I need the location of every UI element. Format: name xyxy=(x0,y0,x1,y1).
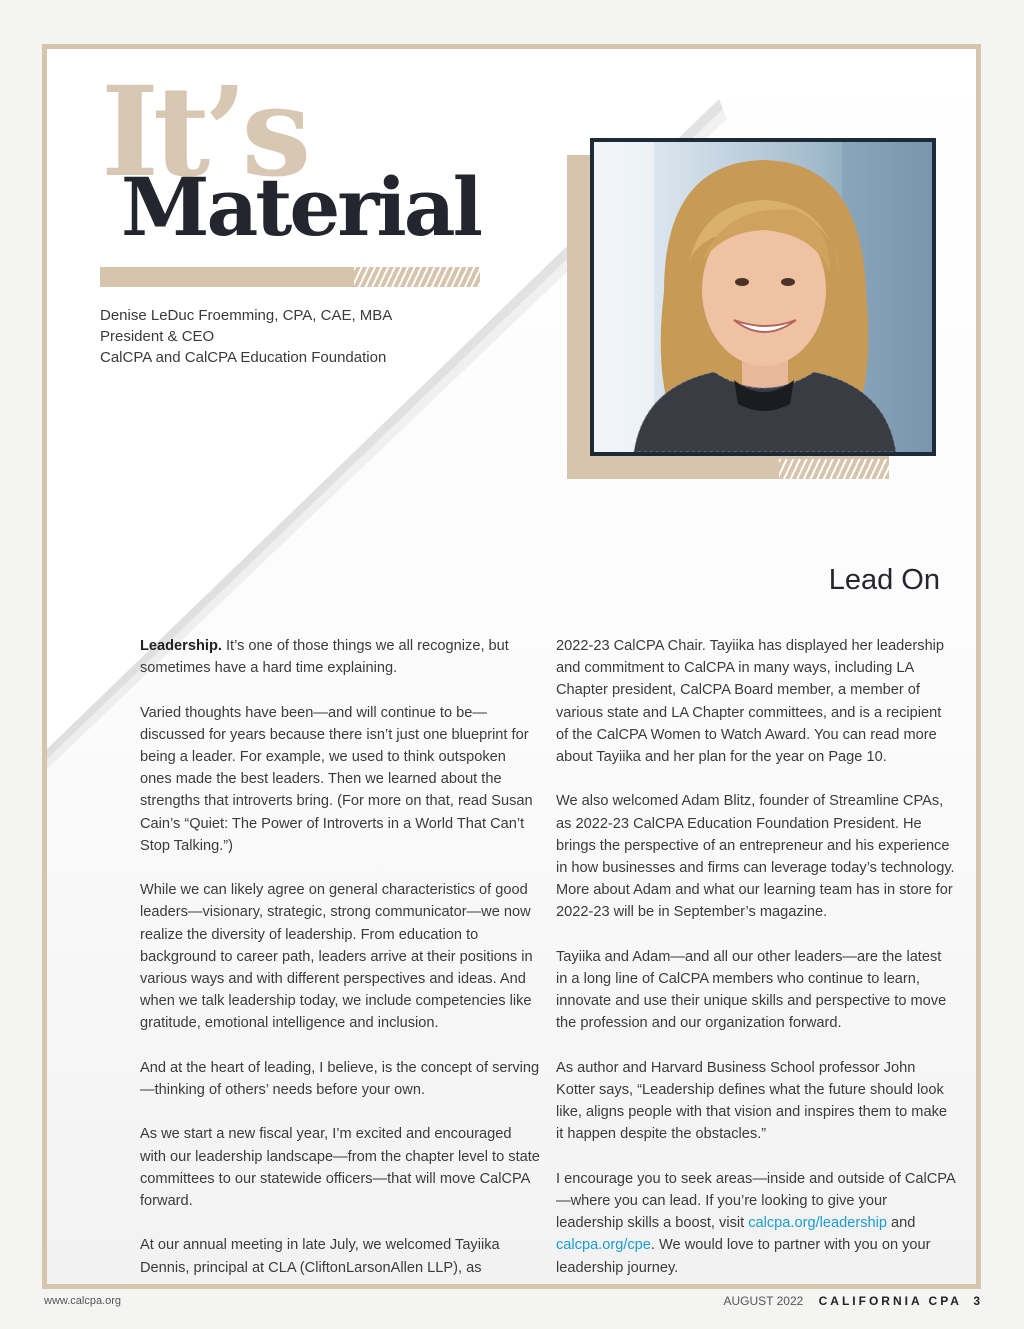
author-org: CalCPA and CalCPA Education Foundation xyxy=(100,349,387,366)
author-role: President & CEO xyxy=(100,328,215,345)
portrait-illustration xyxy=(594,142,932,452)
title-its: It’s xyxy=(101,60,306,205)
intro-bold-word: Leadership. xyxy=(140,638,222,654)
footer-magazine-name: CALIFORNIA CPA xyxy=(818,1294,962,1308)
author-block xyxy=(100,305,520,368)
article-paragraph xyxy=(140,635,540,679)
closing-text: . We would love to partner with you on your leadership journey. xyxy=(556,1237,931,1276)
article-paragraph: And at the heart of leading, I believe, is the concept of serving—thinking of others’ needs before your own. xyxy=(140,1059,540,1099)
leadership-link[interactable]: calcpa.org/leadership xyxy=(748,1215,887,1232)
intro-text: It’s one of those things we all recognize, but sometimes have a hard time explaining. xyxy=(140,638,509,677)
footer-issue-info xyxy=(723,1294,980,1308)
title-bar-stripes xyxy=(354,267,480,287)
title-material: Material xyxy=(121,160,481,254)
article-paragraph: 2022-23 CalCPA Chair. Tayiika has displayed her leadership and commitment to CalCPA in many ways, including LA Chapter president, CalCPA Board member, a member of various state and LA Chapter committees, and is a recipient of the CalCPA Women to Watch Award. You can read more about Tayiika and her plan for the year on Page 10. xyxy=(556,638,945,766)
footer-issue-date: AUGUST 2022 xyxy=(723,1294,804,1308)
page-frame xyxy=(42,44,981,1289)
article-paragraph: We also welcomed Adam Blitz, founder of Streamline CPAs, as 2022-23 CalCPA Education Foundation President. He brings the perspective of an entrepreneur and his experience in how businesses and firms can leverage today’s technology. More about Adam and what our learning team has in store for 2022-23 will be in September’s magazine. xyxy=(556,793,955,921)
author-name: Denise LeDuc Froemming, CPA, CAE, MBA xyxy=(100,307,393,324)
footer-website: www.calcpa.org xyxy=(44,1295,122,1307)
article-paragraph: While we can likely agree on general characteristics of good leaders—visionary, strategic, strong communicator—we now realize the diversity of leadership. From education to background to career path, leaders arrive at their positions in various ways and with different perspectives and ideas. And when we talk leadership today, we include competencies like gratitude, emotional intelligence and inclusion. xyxy=(140,882,533,1032)
article-column-right xyxy=(556,635,956,1279)
article-heading: Lead On xyxy=(828,564,940,596)
article-paragraph: As we start a new fiscal year, I’m excited and encouraged with our leadership landscape—from the chapter level to state committees to our statewide officers—that will move CalCPA forward. xyxy=(140,1126,540,1210)
closing-text: and xyxy=(886,1215,916,1232)
title-accent-bar xyxy=(100,267,480,287)
article-paragraph: As author and Harvard Business School professor John Kotter says, “Leadership defines what the future should look like, aligns people with that vision and inspires them to make it happen despite the obstacles.” xyxy=(556,1059,947,1143)
article-column-left xyxy=(140,635,540,1279)
closing-text: I encourage you to seek areas—inside and outside of CalCPA—where you can lead. If you’re looking to give your leadership skills a boost, visit xyxy=(556,1170,956,1232)
article-paragraph: Tayiika and Adam—and all our other leaders—are the latest in a long line of CalCPA members who continue to learn, innovate and use their unique skills and perspective to move the profession and our organization forward. xyxy=(556,948,947,1032)
article-paragraph: Varied thoughts have been—and will continue to be—discussed for years because there isn’t just one blueprint for being a leader. For example, we used to think outspoken ones made the best leaders. Then we learned about the strengths that introverts bring. (For more on that, read Susan Cain’s “Quiet: The Power of Introverts in a World That Can’t Stop Talking.”) xyxy=(140,704,533,854)
cpe-link[interactable]: calcpa.org/cpe xyxy=(556,1237,651,1254)
photo-backdrop-stripes xyxy=(779,459,889,479)
article-paragraph: At our annual meeting in late July, we welcomed Tayiika Dennis, principal at CLA (CliftonLarsonAllen LLP), as xyxy=(140,1237,500,1276)
footer-page-number: 3 xyxy=(973,1294,980,1308)
author-photo xyxy=(590,138,936,456)
closing-paragraph xyxy=(556,1168,956,1279)
